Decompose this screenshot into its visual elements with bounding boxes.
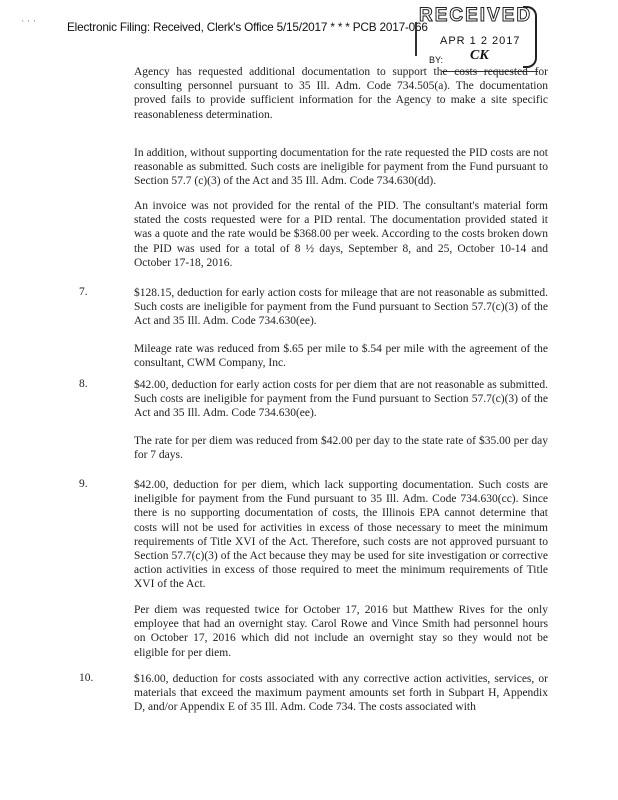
stamp-bracket-left: [415, 22, 420, 56]
paragraph-invoice: An invoice was not provided for the rental of the PID. The consultant's material form stated the costs requested were for a PID rental. The documentation provided stated it was a quote and the rate would be $368.00 per week. According to the costs broken down the PID was used for a total of 8 ½ days, September 8, and 25, October 10-14 and October 17-18, 2016.: [134, 200, 548, 269]
item-number: 7.: [79, 286, 88, 298]
item-number: 9.: [79, 478, 88, 490]
item-number: 8.: [79, 378, 88, 390]
paragraph-addition: In addition, without supporting documentation for the rate requested the PID costs are not reasonable as submitted. Such costs are ineligible for payment from the Fund pursuant to Section 57.7 (c)(3) of the Act and 35 Ill. Adm. Code 734.630(dd).: [134, 147, 548, 188]
item-note-text: Mileage rate was reduced from $.65 per mile to $.54 per mile with the agreement of the consultant, CWM Company, Inc.: [134, 343, 548, 370]
item-note-text: Per diem was requested twice for October 17, 2016 but Matthew Rives for the only employee that had an overnight stay. Carol Rowe and Vince Smith had personnel hours on October 17, 2016 which did not include an overnight stay so they would not be eligible for per diem.: [134, 604, 548, 659]
efiling-header: Electronic Filing: Received, Clerk's Office 5/15/2017 * * * PCB 2017-066: [67, 20, 428, 34]
item-main-text: $16.00, deduction for costs associated with any corrective action activities, services, or materials that exceed the maximum payment amounts set forth in Subpart H, Appendix D, and/or Appendix E of 35 Ill. Adm. Code 734. The costs associated with: [134, 673, 548, 714]
stamp-bracket-right: [523, 6, 537, 68]
item-main-text: $42.00, deduction for per diem, which lack supporting documentation. Such costs are ineligible for payment from the Fund pursuant to 35 Ill. Adm. Code 734.630(cc). Since there is no supporting documentation of costs, the Illinois EPA cannot determine that costs will not be used for activities in excess of those necessary to meet the minimum requirements of Title XVI of the Act. Therefore, such costs are not approved pursuant to Section 57.7(c)(3) of the Act because they may be used for site investigation or corrective action activities in excess of those required to meet the minimum requirements of Title XVI of the Act.: [134, 479, 548, 591]
item-main-text: $42.00, deduction for early action costs for per diem that are not reasonable as submitted. Such costs are ineligible for payment from the Fund pursuant to Section 57.7(c)(3) of the Act and 35 Ill. Adm. Code 734.630(ee).: [134, 379, 548, 420]
item-number: 10.: [79, 672, 94, 684]
item-main-text: $128.15, deduction for early action costs for mileage that are not reasonable as submitted. Such costs are ineligible for payment from the Fund pursuant to Section 57.7(c)(3) of the Act and 35 Ill. Adm. Code 734.630(ee).: [134, 287, 548, 328]
stamp-initials: CK: [470, 48, 489, 63]
stamp-received-text: RECEIVED: [419, 5, 533, 26]
paragraph-intro: Agency has requested additional documentation to support the costs requested for consulting personnel pursuant to 35 Ill. Adm. Code 734.505(a). The documentation proved fails to provide sufficient information for the Agency to make a site specific reasonableness determination.: [134, 66, 548, 121]
corner-marks: ' ' ': [22, 19, 37, 28]
item-note-text: The rate for per diem was reduced from $42.00 per day to the state rate of $35.00 per day for 7 days.: [134, 435, 548, 462]
received-stamp: [415, 4, 539, 66]
stamp-by-label: BY:: [429, 55, 444, 65]
stamp-date: APR 1 2 2017: [440, 35, 521, 47]
